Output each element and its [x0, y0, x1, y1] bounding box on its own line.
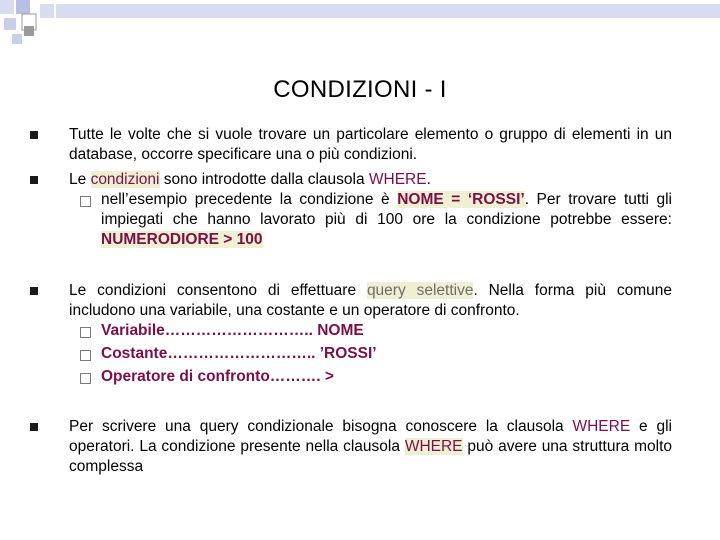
keyword-where: WHERE [368, 171, 427, 188]
keyword-numerodiore: NUMERODIORE > 100 [101, 231, 263, 248]
sub-bullet-marker [80, 350, 91, 361]
bullet-marker [30, 176, 38, 184]
keyword-query-selettive: query selettive [366, 282, 474, 299]
paragraph-1: Tutte le volte che si vuole trovare un particolare elemento o gruppo di elementi in un database, occorre specificare una o più condizioni. [69, 126, 672, 163]
paragraph-4: Per scrivere una query condizionale bisogna conoscere la clausola WHERE e gli operatori. La condizione presente nella clausola WHERE può avere una struttura molto complessa [69, 418, 677, 475]
keyword-condizioni: condizioni [90, 171, 160, 188]
corner-decoration [0, 0, 720, 50]
sub-item-operatore: Operatore di confronto………. > [101, 368, 334, 385]
keyword-where: WHERE [404, 438, 463, 455]
keyword-where: WHERE [572, 418, 631, 435]
sub-bullet-marker [80, 327, 91, 338]
paragraph-3: Le condizioni consentono di effettuare query selettive. Nella forma più comune includono una variabile, una costante e un operatore di confronto. [69, 282, 677, 319]
bullet-marker [30, 287, 38, 295]
bullet-marker [30, 131, 38, 139]
sub-bullet-marker [80, 373, 91, 384]
sub-item-variabile: Variabile……………………….. NOME [101, 322, 364, 339]
sub-bullet-marker [80, 196, 91, 207]
paragraph-2: Le condizioni sono introdotte dalla clausola WHERE. [69, 171, 431, 188]
sub-item-costante: Costante……………………….. ’ROSSI’ [101, 345, 377, 362]
keyword-nome-rossi: NOME = ‘ROSSI’ [397, 191, 525, 208]
slide-title: CONDIZIONI - I [273, 76, 447, 103]
bullet-marker [30, 423, 38, 431]
sub-paragraph-example: nell’esempio precedente la condizione è NOME = ‘ROSSI’. Per trovare tutti gli impiegati che hanno lavorato più di 100 ore la condizione potrebbe essere: NUMERODIORE > 100 [101, 191, 677, 248]
